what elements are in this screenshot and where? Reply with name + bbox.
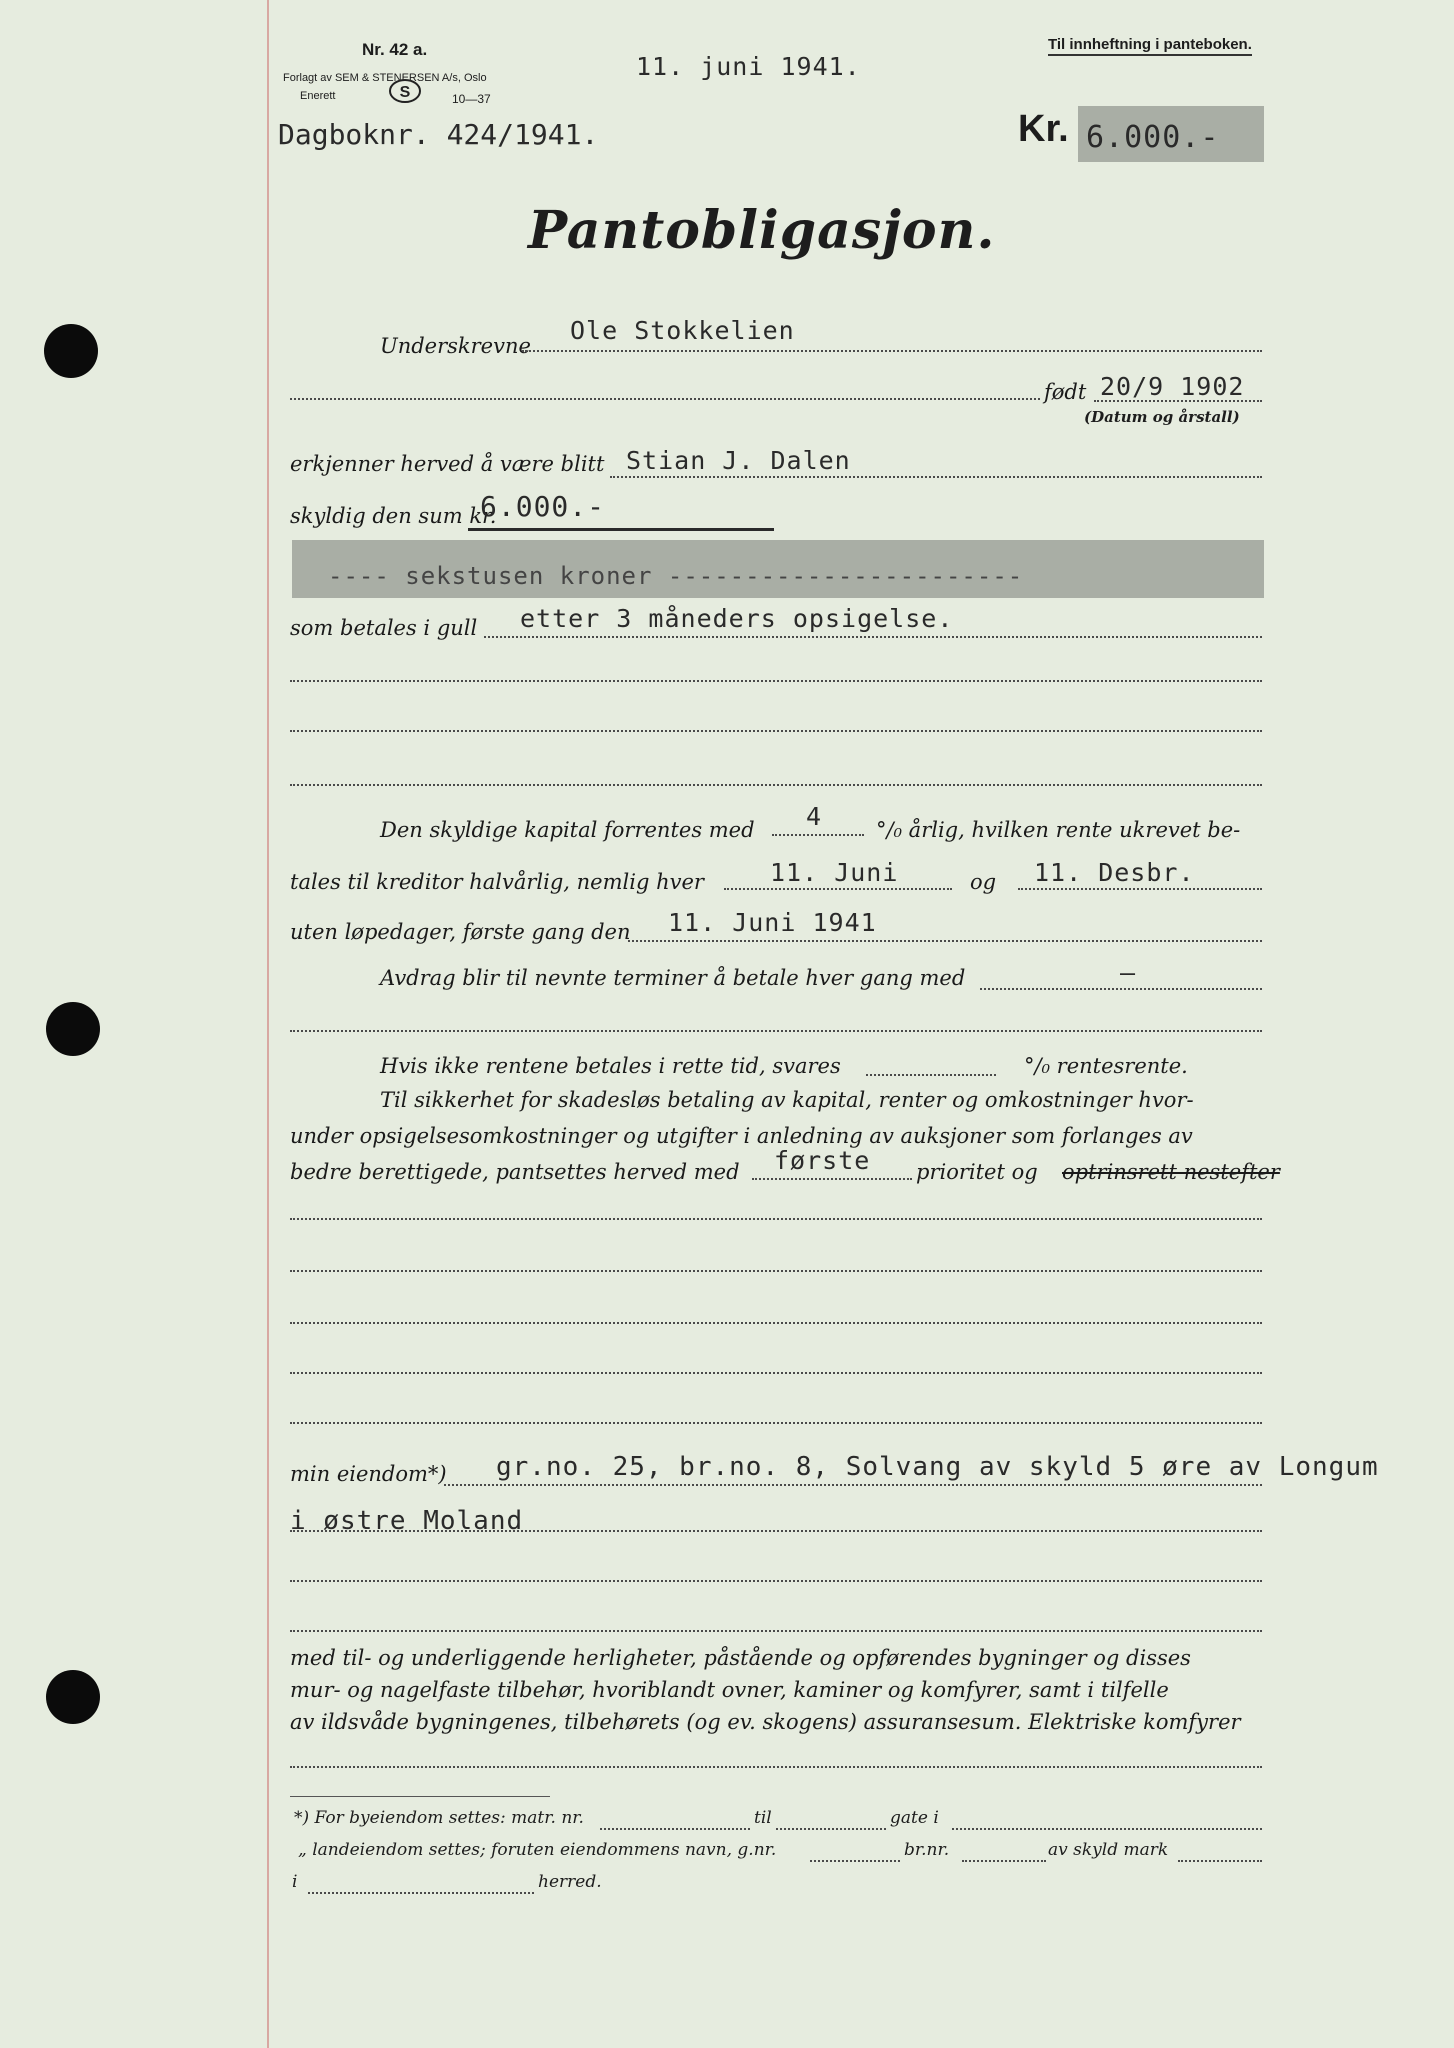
amount-label: Kr.: [1018, 108, 1069, 150]
sum-value: 6.000.-: [480, 490, 606, 523]
footnote-rule: [290, 1796, 550, 1797]
sum-underline: [468, 528, 774, 531]
footnote-line-3-b: herred.: [538, 1872, 602, 1892]
footnote-line-2-c: av skyld mark: [1048, 1840, 1169, 1860]
amount-value: 6.000.-: [1086, 120, 1220, 155]
late-interest-suffix: °/₀ rentesrente.: [1024, 1054, 1188, 1078]
punch-hole-bottom: [46, 1670, 100, 1724]
footnote-line-1-c: gate i: [890, 1808, 939, 1828]
and-label: og: [970, 870, 997, 894]
binding-note: Til innheftning i panteboken.: [1048, 36, 1252, 56]
property-value-line-2: i østre Moland: [290, 1506, 524, 1536]
undersigned-value: Ole Stokkelien: [570, 316, 795, 345]
copyright-label: Enerett: [300, 90, 336, 102]
publisher-line: Forlagt av SEM & STENERSEN A/s, Oslo: [283, 72, 487, 84]
amount-in-words: ---- sekstusen kroner -----------------------: [328, 562, 1024, 590]
creditor-value: Stian J. Dalen: [626, 446, 851, 475]
journal-number: 424/1941.: [446, 118, 599, 151]
interest-date-1: 11. Juni: [770, 858, 899, 887]
punch-hole-top: [44, 324, 98, 378]
property-value-line-1: gr.no. 25, br.no. 8, Solvang av skyld 5 øre av Longum: [496, 1452, 1379, 1482]
priority-value: første: [774, 1146, 871, 1175]
first-payment-label: uten løpedager, første gang den: [290, 920, 631, 944]
footnote-line-1-a: *) For byeiendom settes: matr. nr.: [294, 1808, 584, 1828]
born-value: 20/9 1902: [1100, 372, 1245, 401]
footnote-line-1-b: til: [754, 1808, 772, 1828]
interest-rate-value: 4: [806, 802, 823, 831]
document-date: 11. juni 1941.: [636, 52, 861, 81]
property-label: min eiendom*): [290, 1462, 447, 1486]
born-label: født: [1044, 380, 1087, 404]
installment-value: —: [1120, 958, 1137, 987]
publisher-logo-icon: [388, 78, 422, 104]
form-date-code: 10—37: [452, 92, 491, 106]
footnote-line-3-a: i: [292, 1872, 298, 1892]
svg-text:S: S: [399, 84, 411, 101]
interest-terms-text: °/₀ årlig, hvilken rente ukrevet be-: [876, 818, 1241, 842]
appurtenances-line-2: mur- og nagelfaste tilbehør, hvoriblandt ovner, kaminer og komfyrer, samt i tilfelle: [290, 1678, 1169, 1702]
undersigned-label: Underskrevne: [380, 334, 531, 358]
security-line-2: under opsigelsesomkostninger og utgifter i anledning av auksjoner som forlanges av: [290, 1124, 1193, 1148]
appurtenances-line-3: av ildsvåde bygningenes, tilbehørets (og ev. skogens) assuransesum. Elektriske komfyrer: [290, 1710, 1241, 1734]
form-number: Nr. 42 a.: [362, 40, 428, 59]
journal-label: Dagboknr.: [278, 118, 430, 151]
interest-date-2: 11. Desbr.: [1034, 858, 1195, 887]
half-yearly-label: tales til kreditor halvårlig, nemlig hver: [290, 870, 704, 894]
interest-label: Den skyldige kapital forrentes med: [380, 818, 755, 842]
appurtenances-line-1: med til- og underliggende herligheter, påstående og opførendes bygninger og disses: [290, 1646, 1191, 1670]
installment-label: Avdrag blir til nevnte terminer å betale hver gang med: [380, 966, 966, 990]
punch-hole-middle: [46, 1002, 100, 1056]
born-hint: (Datum og årstall): [1084, 408, 1240, 426]
margin-rule: [267, 0, 269, 2048]
late-interest-label: Hvis ikke rentene betales i rette tid, svares: [380, 1054, 841, 1078]
footnote-line-2-a: „ landeiendom settes; foruten eiendommens navn, g.nr.: [298, 1840, 777, 1860]
priority-label: prioritet og: [916, 1160, 1038, 1184]
document-title: Pantobligasjon.: [528, 200, 996, 261]
footnote-line-2-b: br.nr.: [904, 1840, 950, 1860]
security-line-1: Til sikkerhet for skadesløs betaling av kapital, renter og omkostninger hvor-: [380, 1088, 1194, 1112]
gold-label: som betales i gull: [290, 616, 478, 640]
payment-terms-value: etter 3 måneders opsigelse.: [520, 604, 954, 633]
first-payment-date: 11. Juni 1941: [668, 908, 877, 937]
creditor-label: erkjenner herved å være blitt: [290, 452, 605, 476]
struck-text: optrinsrett nestefter: [1062, 1160, 1280, 1184]
pledge-label: bedre berettigede, pantsettes herved med: [290, 1160, 740, 1184]
sum-label: skyldig den sum kr.: [290, 504, 497, 528]
